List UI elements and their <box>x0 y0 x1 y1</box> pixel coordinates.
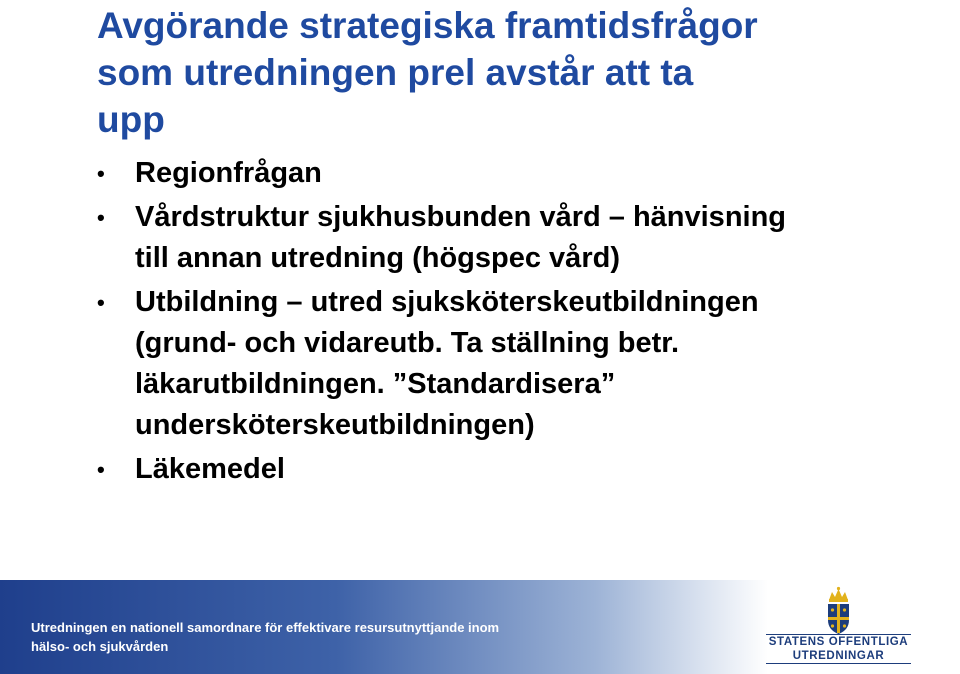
logo-wordmark <box>766 635 911 663</box>
logo-line: UTREDNINGAR <box>792 650 885 662</box>
bullet-text: Vårdstruktur sjukhusbunden vård – hänvisning <box>135 201 787 233</box>
footer-line: hälso- och sjukvården <box>31 639 169 654</box>
bullet-text: (grund- och vidareutb. Ta ställning betr. <box>135 327 680 359</box>
bullet-text: till annan utredning (högspec vård) <box>135 242 620 274</box>
slide-title <box>97 2 917 143</box>
bullet-dot: • <box>97 161 105 186</box>
logo-divider <box>766 663 911 664</box>
bullet-dot: • <box>97 205 105 230</box>
bullet-item <box>97 197 897 279</box>
bullet-item <box>97 449 897 490</box>
title-line: Avgörande strategiska framtidsfrågor <box>97 5 758 46</box>
logo-line: STATENS OFFENTLIGA <box>768 636 909 648</box>
title-line: som utredningen prel avstår att ta <box>97 52 694 93</box>
bullet-dot: • <box>97 457 105 482</box>
title-line: upp <box>97 99 165 140</box>
bullet-text: Läkemedel <box>135 453 285 485</box>
bullet-text: läkarutbildningen. ”Standardisera” <box>135 368 616 400</box>
bullet-text: Utbildning – utred sjuksköterskeutbildningen <box>135 286 759 318</box>
footer-text <box>31 618 551 656</box>
bullet-dot: • <box>97 290 105 315</box>
bullet-item <box>97 153 897 194</box>
bullet-text: undersköterskeutbildningen) <box>135 409 535 441</box>
bullet-text: Regionfrågan <box>135 157 322 189</box>
bullet-list <box>97 153 897 493</box>
footer-line: Utredningen en nationell samordnare för effektivare resursutnyttjande inom <box>31 620 500 635</box>
bullet-item <box>97 282 897 446</box>
